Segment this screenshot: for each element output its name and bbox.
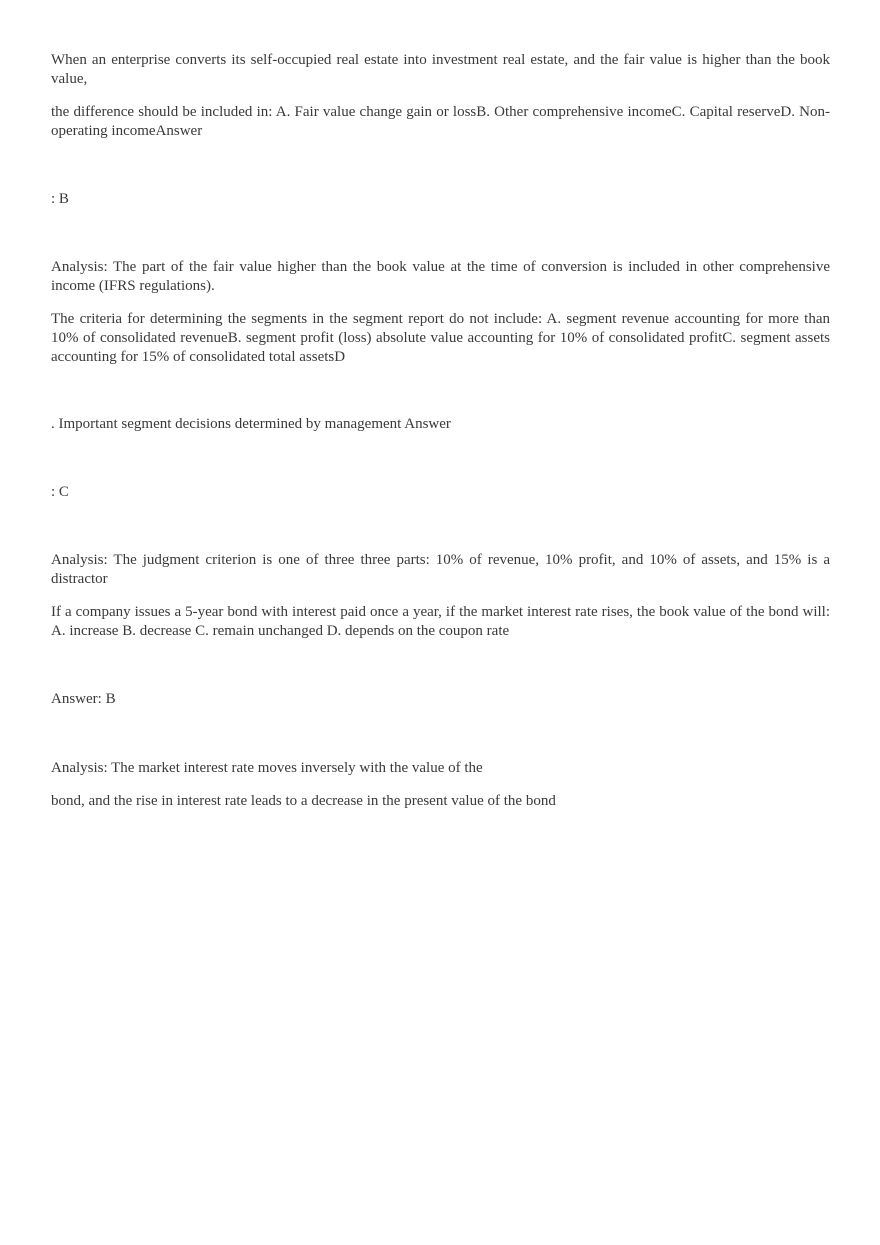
question-1-analysis: Analysis: The part of the fair value higher than the book value at the time of conversion is included in other comprehensive income (IFRS regulations). bbox=[51, 259, 830, 294]
question-3-stem: If a company issues a 5-year bond with interest paid once a year, if the market interest rate rises, the book value of the bond will: A. increase B. decrease C. remain unchanged D. depends on the coupon rate bbox=[51, 604, 830, 639]
question-2-analysis: Analysis: The judgment criterion is one of three three parts: 10% of revenue, 10% profit, and 10% of assets, and 15% is a distractor bbox=[51, 552, 830, 587]
question-1-answer: : B bbox=[51, 191, 69, 207]
question-1-stem: When an enterprise converts its self-occupied real estate into investment real estate, and the fair value is higher than the book value, bbox=[51, 52, 830, 87]
question-3-analysis-continued: bond, and the rise in interest rate leads to a decrease in the present value of the bond bbox=[51, 793, 556, 809]
question-3-analysis: Analysis: The market interest rate moves inversely with the value of the bbox=[51, 760, 483, 776]
question-2-option-d: . Important segment decisions determined by management Answer bbox=[51, 416, 451, 432]
question-3-answer: Answer: B bbox=[51, 691, 116, 707]
question-2-answer: : C bbox=[51, 484, 69, 500]
question-2-stem: The criteria for determining the segments in the segment report do not include: A. segment revenue accounting for more than 10% of consolidated revenueB. segment profit (loss) absolute value accounting for 10% of consolidated profitC. segment assets accounting for 15% of consolidated total assetsD bbox=[51, 311, 830, 365]
question-1-options: the difference should be included in: A. Fair value change gain or lossB. Other comprehensive incomeC. Capital reserveD. Non-operating incomeAnswer bbox=[51, 104, 830, 139]
